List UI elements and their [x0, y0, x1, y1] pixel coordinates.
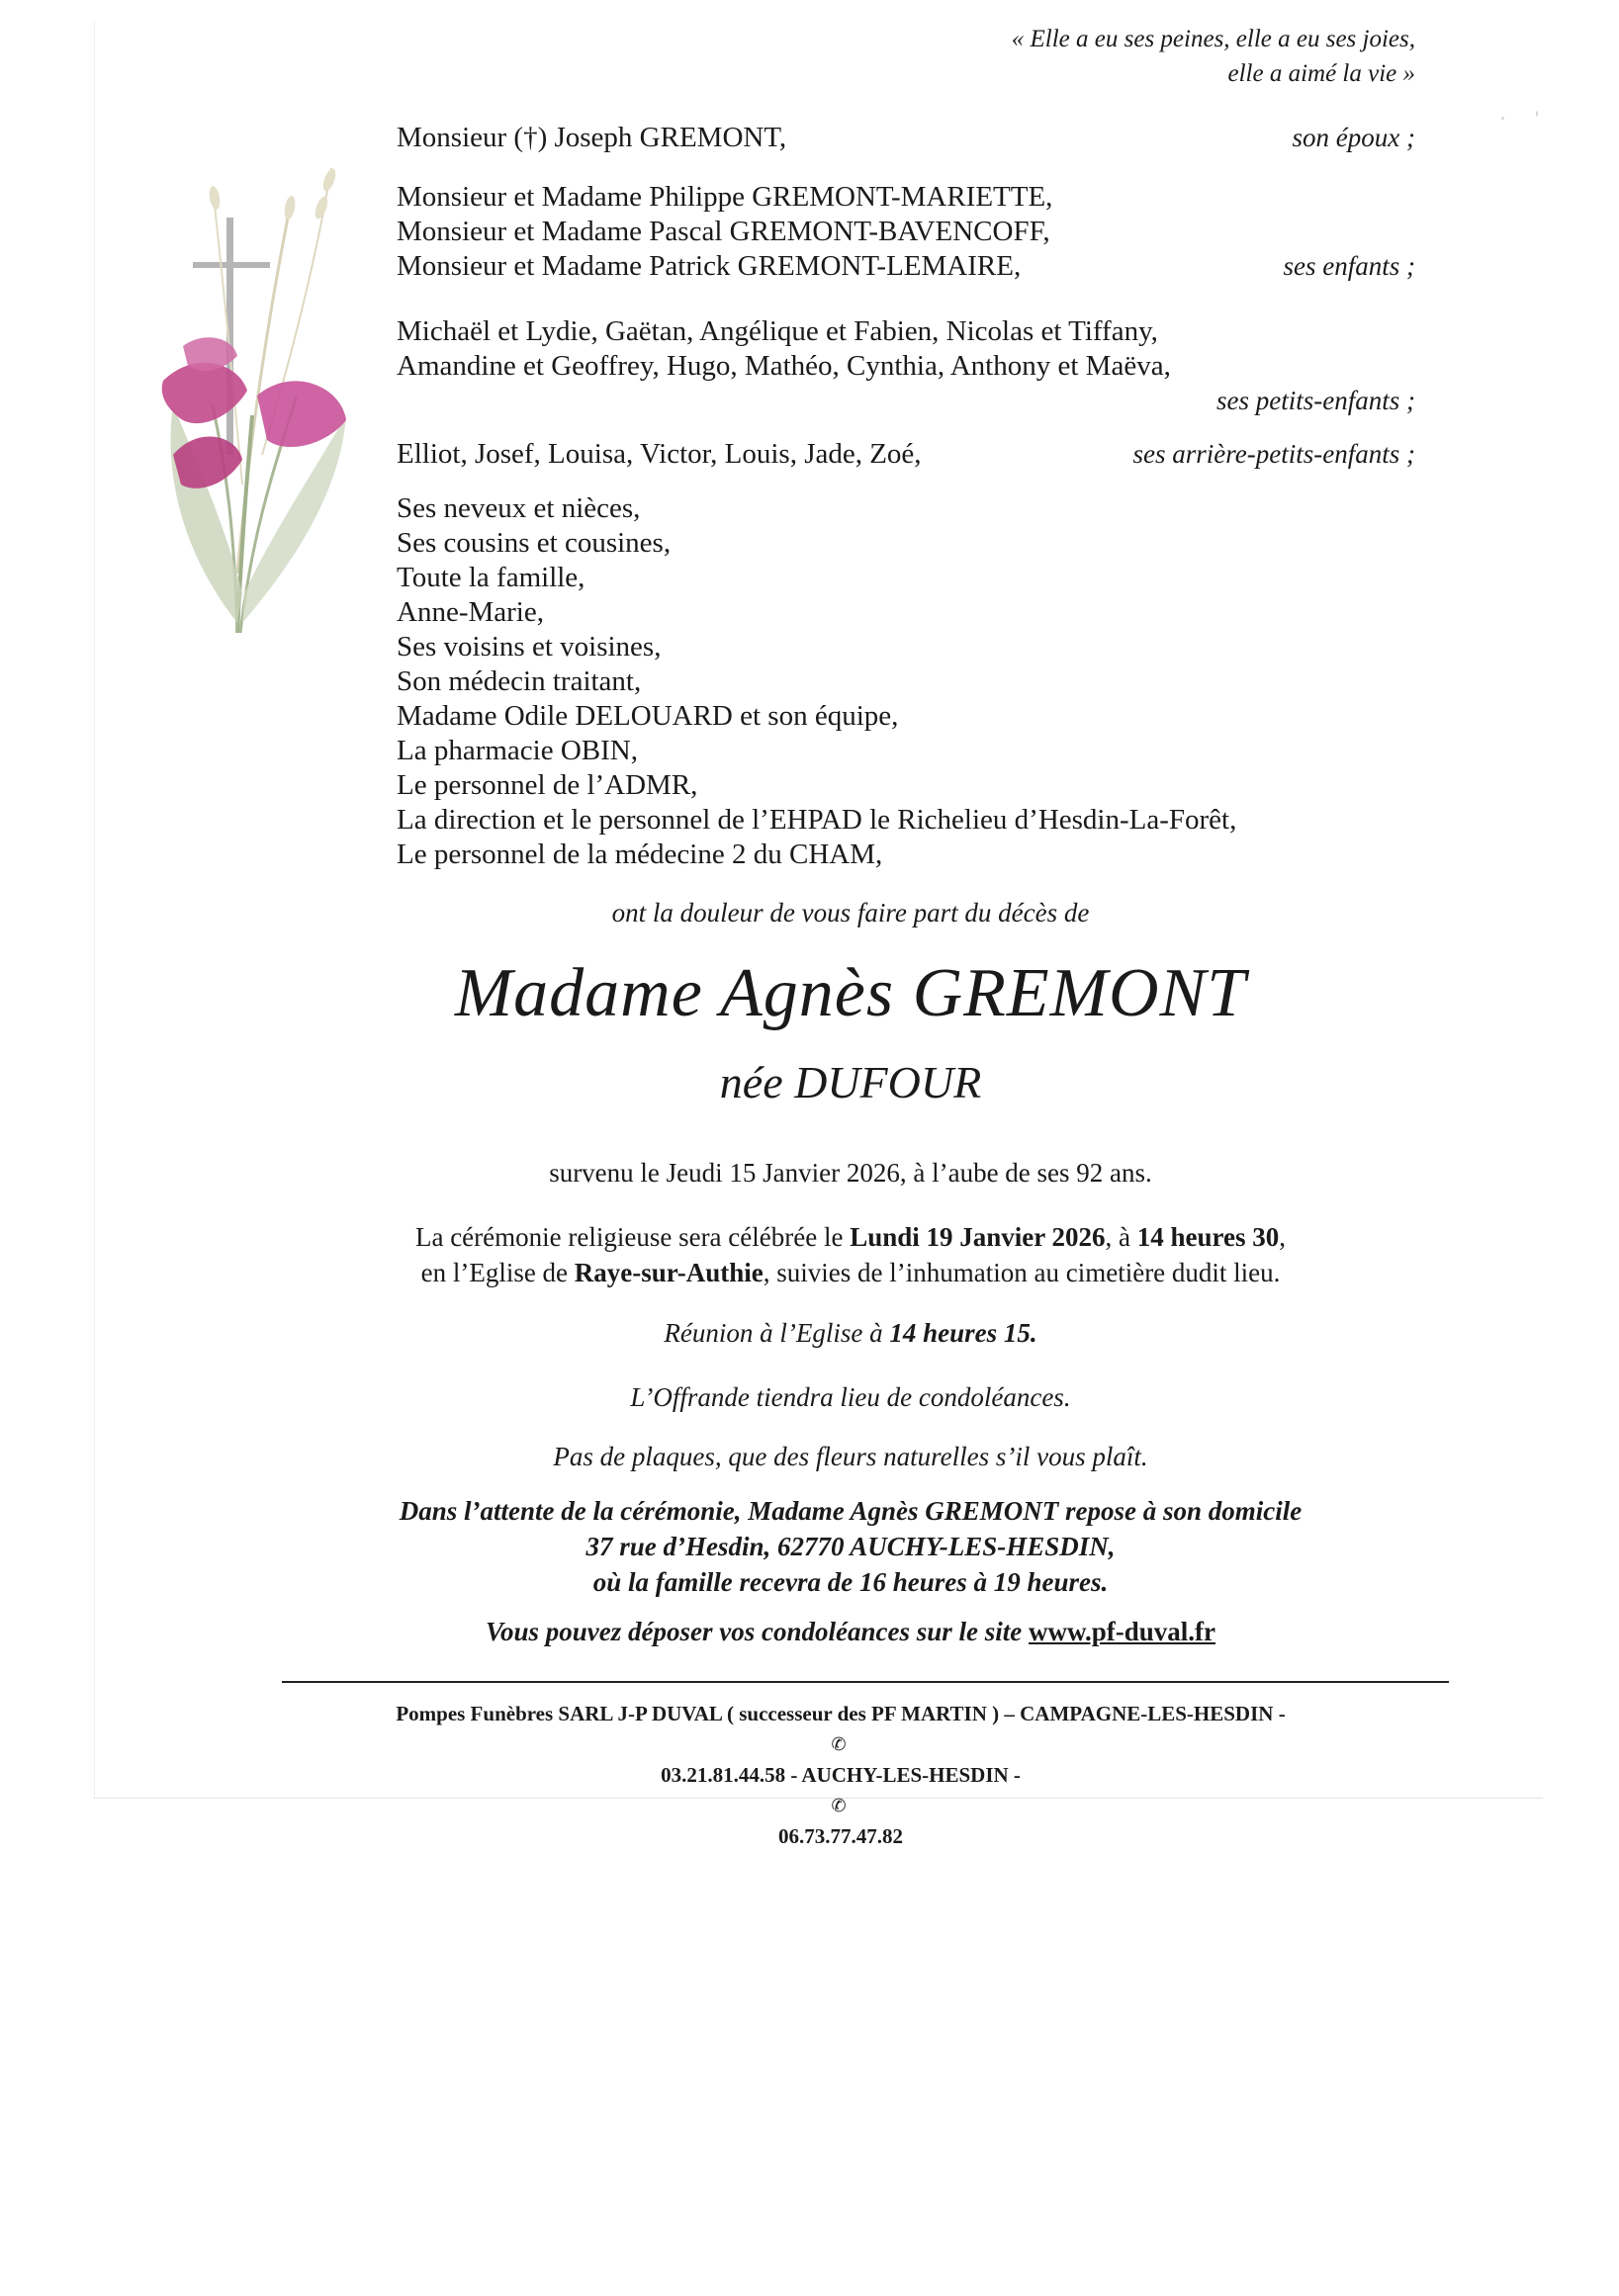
others-item: La direction et le personnel de l’EHPAD le Richelieu d’Hesdin-La-Forêt, [397, 804, 1237, 836]
phone-icon: ✆ [831, 1796, 847, 1816]
meeting-time: 14 heures 15. [889, 1318, 1037, 1348]
ceremony-info [297, 1219, 1404, 1290]
deceased-maiden-name: née DUFOUR [719, 1057, 982, 1107]
others-item: Ses neveux et nièces, [397, 492, 641, 524]
calla-lily-cross-illustration [143, 158, 381, 653]
epigraph-line: elle a aimé la vie » [1227, 60, 1415, 87]
epigraph-line: « Elle a eu ses peines, elle a eu ses joies, [1011, 26, 1415, 52]
flowers-note: Pas de plaques, que des fleurs naturelles s’il vous plaît. [553, 1442, 1148, 1471]
others-item: Le personnel de l’ADMR, [397, 769, 698, 801]
grandchildren-row [397, 314, 1415, 418]
child-name: Monsieur et Madame Patrick GREMONT-LEMAIRE, [397, 250, 1022, 282]
grandchildren-relation: ses petits-enfants ; [1216, 386, 1415, 415]
children-relation: ses enfants ; [1283, 251, 1415, 281]
others-item: Anne-Marie, [397, 596, 544, 628]
spouse-relation: son époux ; [1292, 123, 1415, 152]
epigraph [1012, 22, 1415, 91]
ceremony-date: Lundi 19 Janvier 2026 [850, 1222, 1106, 1252]
cross-horizontal [193, 262, 270, 268]
great-grandchild-names: Elliot, Josef, Louisa, Victor, Louis, Jade, Zoé, [397, 438, 922, 470]
others-item: Son médecin traitant, [397, 665, 642, 697]
announcement: ont la douleur de vous faire part du décès de [611, 898, 1090, 927]
footer-phone: 06.73.77.47.82 [778, 1824, 903, 1848]
condolences-link[interactable]: www.pf-duval.fr [1028, 1617, 1215, 1646]
scan-speck [1536, 111, 1538, 117]
footer-company: Pompes Funèbres SARL J-P DUVAL ( successeur des PF MARTIN ) – CAMPAGNE-LES-HESDIN - [396, 1702, 1286, 1725]
others-item: Le personnel de la médecine 2 du CHAM, [397, 839, 883, 870]
others-item: La pharmacie OBIN, [397, 735, 638, 766]
others-item: Ses voisins et voisines, [397, 631, 662, 662]
rest-line: où la famille recevra de 16 heures à 19 heures. [592, 1567, 1109, 1597]
great-grandchildren-row [397, 437, 1415, 472]
footer-divider [282, 1681, 1449, 1683]
scan-speck [1501, 117, 1504, 120]
others-list [397, 491, 1415, 872]
ceremony-time: 14 heures 30 [1136, 1222, 1280, 1252]
grandchild-names: Michaël et Lydie, Gaëtan, Angélique et Fabien, Nicolas et Tiffany, [397, 315, 1158, 347]
footer-phone: 03.21.81.44.58 [661, 1763, 786, 1787]
ceremony-place: Raye-sur-Authie [574, 1258, 764, 1287]
rest-address: 37 rue d’Hesdin, 62770 AUCHY-LES-HESDIN, [585, 1532, 1116, 1561]
rest-line: Dans l’attente de la cérémonie, Madame Agnès GREMONT repose à son domicile [399, 1496, 1303, 1526]
others-item: Ses cousins et cousines, [397, 527, 672, 559]
condolences-info: Vous pouvez déposer vos condoléances sur le site www.pf-duval.fr [485, 1617, 1215, 1646]
others-item: Toute la famille, [397, 562, 585, 593]
funeral-home-footer [247, 1699, 1434, 1852]
death-notice: survenu le Jeudi 15 Janvier 2026, à l’aube de ses 92 ans. [549, 1158, 1152, 1188]
child-name: Monsieur et Madame Pascal GREMONT-BAVENCOFF, [397, 216, 1050, 247]
grandchild-names: Amandine et Geoffrey, Hugo, Mathéo, Cynthia, Anthony et Maëva, [397, 350, 1171, 382]
meeting-info: Réunion à l’Eglise à 14 heures 15. [664, 1318, 1037, 1348]
phone-icon: ✆ [831, 1734, 847, 1755]
child-name: Monsieur et Madame Philippe GREMONT-MARIETTE, [397, 181, 1053, 213]
children-row [397, 180, 1415, 284]
others-item: Madame Odile DELOUARD et son équipe, [397, 700, 899, 732]
rest-info [297, 1493, 1404, 1600]
sheet-edge-left [94, 20, 95, 1798]
ceremony-line-2: en l’Eglise de Raye-sur-Authie, suivies de l’inhumation au cimetière dudit lieu. [420, 1258, 1281, 1287]
great-grandchildren-relation: ses arrière-petits-enfants ; [1132, 439, 1415, 469]
deceased-name: Madame Agnès GREMONT [454, 955, 1247, 1031]
offering-note: L’Offrande tiendra lieu de condoléances. [630, 1382, 1071, 1412]
ceremony-line-1: La cérémonie religieuse sera célébrée le Lundi 19 Janvier 2026, à 14 heures 30, [414, 1222, 1287, 1252]
spouse-row [397, 121, 1415, 155]
spouse-name: Monsieur (†) Joseph GREMONT, [397, 122, 787, 153]
footer-contacts: ✆ 03.21.81.44.58 - AUCHY-LES-HESDIN - ✆ 06.73.77.47.82 [247, 1729, 1434, 1852]
